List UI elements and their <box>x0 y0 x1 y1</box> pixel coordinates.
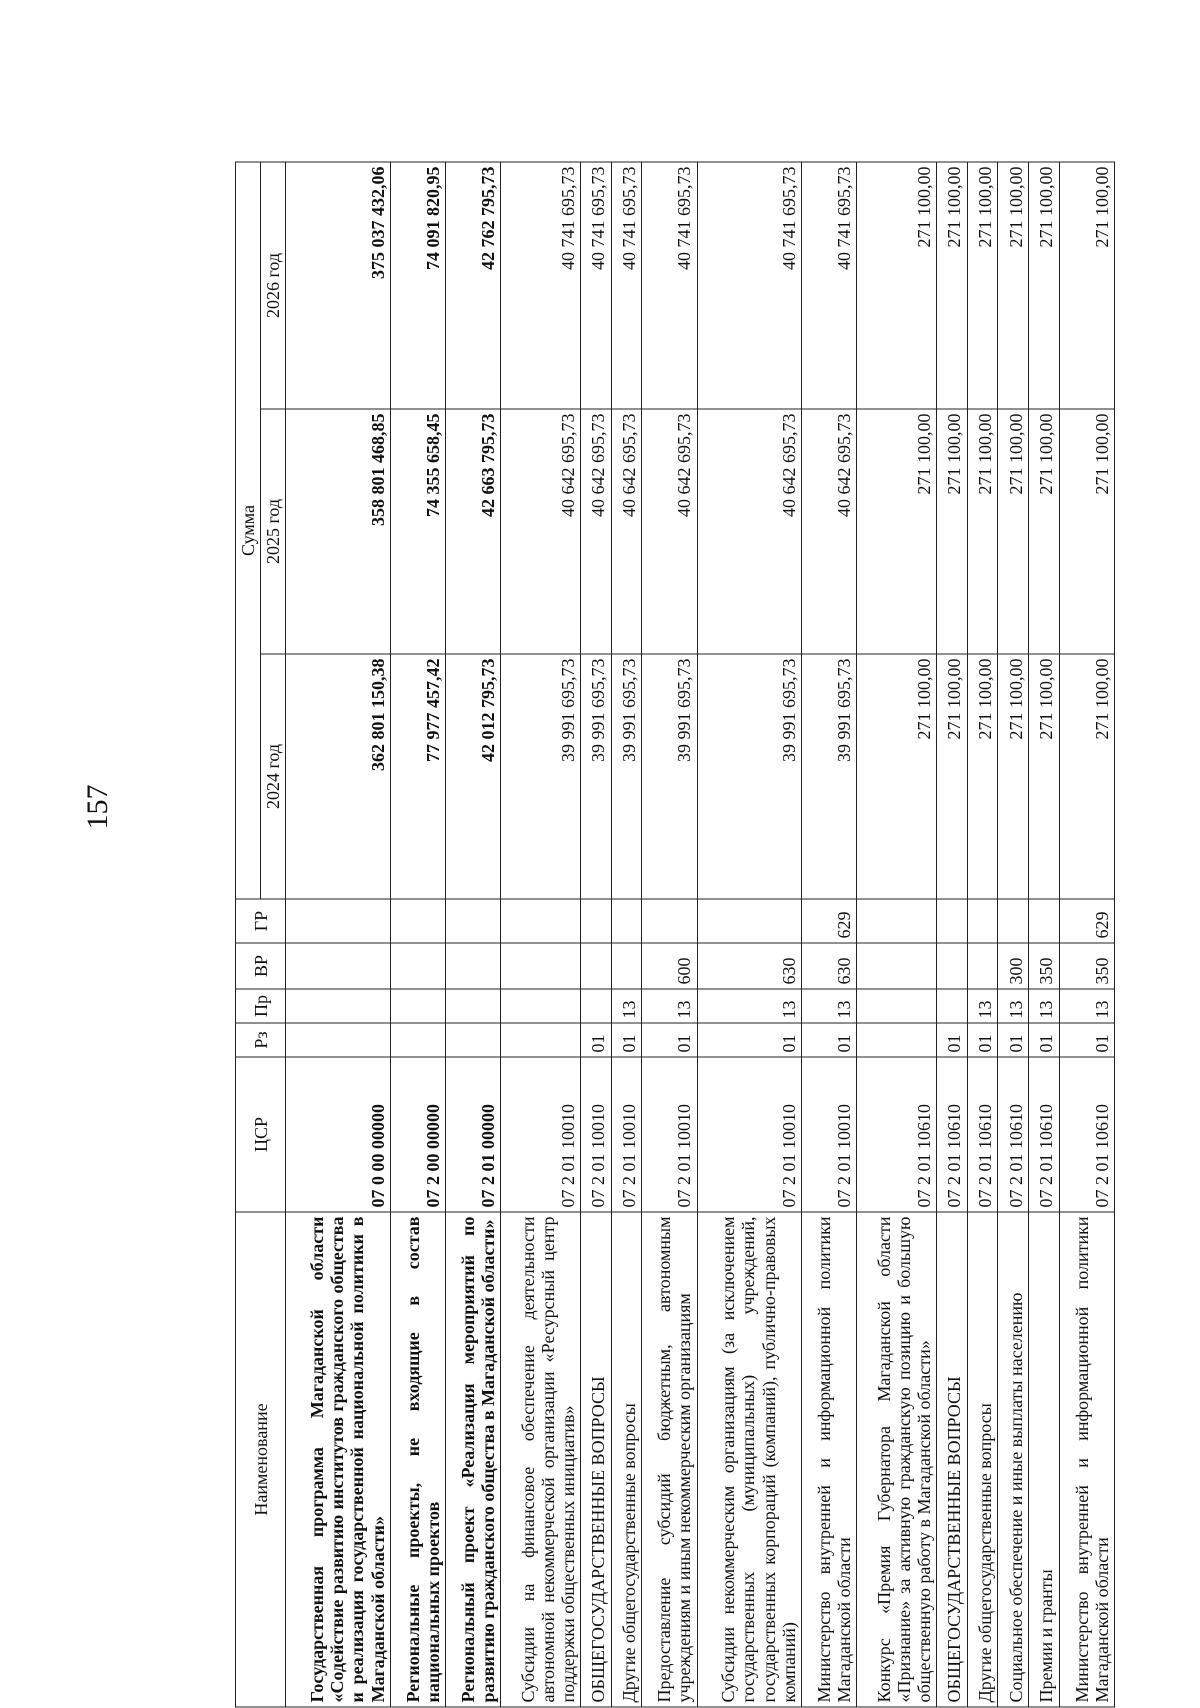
row-name: Субсидии некоммерческим организациям (за исключением государственных (муниципальных) учреждений, государственных корпораций (компаний), публично-правовых компаний) <box>697 1212 801 1707</box>
row-2026: 40 741 695,73 <box>801 162 856 409</box>
row-2026: 40 741 695,73 <box>580 162 611 409</box>
row-pr <box>936 989 967 1023</box>
row-vr <box>936 943 967 989</box>
row-pr: 13 <box>1059 989 1114 1023</box>
table-row <box>611 162 642 1707</box>
row-rz: 01 <box>1028 1023 1059 1057</box>
row-2025: 40 642 695,73 <box>580 409 611 654</box>
row-2025: 74 355 658,45 <box>390 409 445 654</box>
row-2026: 271 100,00 <box>1028 162 1059 409</box>
row-2025: 271 100,00 <box>857 409 937 654</box>
row-rz: 01 <box>642 1023 697 1057</box>
row-2025: 40 642 695,73 <box>697 409 801 654</box>
table-row <box>801 162 856 1707</box>
row-2025: 271 100,00 <box>1028 409 1059 654</box>
table-row <box>697 162 801 1707</box>
row-name: Другие общегосударственные вопросы <box>967 1212 998 1707</box>
row-vr <box>286 943 390 989</box>
row-2026: 74 091 820,95 <box>390 162 445 409</box>
row-rz <box>857 1023 937 1057</box>
row-2026: 271 100,00 <box>967 162 998 409</box>
row-2025: 40 642 695,73 <box>801 409 856 654</box>
row-2025: 358 801 468,85 <box>286 409 390 654</box>
row-2026: 40 741 695,73 <box>611 162 642 409</box>
row-pr: 13 <box>801 989 856 1023</box>
row-gr: 629 <box>1059 899 1114 943</box>
row-gr <box>501 899 581 943</box>
table-row <box>390 162 445 1707</box>
row-gr: 629 <box>801 899 856 943</box>
row-rz: 01 <box>998 1023 1029 1057</box>
row-gr <box>1028 899 1059 943</box>
row-gr <box>642 899 697 943</box>
row-csr: 07 2 01 10610 <box>967 1057 998 1212</box>
row-pr: 13 <box>998 989 1029 1023</box>
row-vr <box>501 943 581 989</box>
row-rz <box>286 1023 390 1057</box>
row-gr <box>697 899 801 943</box>
row-vr <box>580 943 611 989</box>
row-2025: 40 642 695,73 <box>611 409 642 654</box>
header-pr: Пр <box>236 989 286 1023</box>
table-row <box>1059 162 1114 1707</box>
page-number: 157 <box>81 784 114 830</box>
row-name: Предоставление субсидий бюджетным, автономным учреждениям и иным некоммерческим организациям <box>642 1212 697 1707</box>
row-name: Премии и гранты <box>1028 1212 1059 1707</box>
row-2025: 271 100,00 <box>998 409 1029 654</box>
row-rz <box>390 1023 445 1057</box>
row-name: Министерство внутренней и информационной политики Магаданской области <box>801 1212 856 1707</box>
row-name: Региональные проекты, не входящие в состав национальных проектов <box>390 1212 445 1707</box>
row-2025: 40 642 695,73 <box>642 409 697 654</box>
row-csr: 07 2 00 00000 <box>390 1057 445 1212</box>
row-rz: 01 <box>936 1023 967 1057</box>
table-body <box>286 162 1115 1707</box>
row-2024: 362 801 150,38 <box>286 654 390 899</box>
row-rz: 01 <box>611 1023 642 1057</box>
table-row <box>967 162 998 1707</box>
row-gr <box>936 899 967 943</box>
row-rz: 01 <box>967 1023 998 1057</box>
row-gr <box>857 899 937 943</box>
row-name: Конкурс «Премия Губернатора Магаданской области «Признание» за активную гражданскую позицию и большую общественную работу в Магаданской области» <box>857 1212 937 1707</box>
header-2024: 2024 год <box>261 654 286 899</box>
row-csr: 07 2 01 00000 <box>445 1057 500 1212</box>
row-2025: 271 100,00 <box>1059 409 1114 654</box>
row-rz <box>501 1023 581 1057</box>
row-2025: 42 663 795,73 <box>445 409 500 654</box>
row-vr: 630 <box>801 943 856 989</box>
row-pr: 13 <box>1028 989 1059 1023</box>
row-rz: 01 <box>1059 1023 1114 1057</box>
row-vr <box>857 943 937 989</box>
row-csr: 07 2 01 10010 <box>697 1057 801 1212</box>
row-csr: 07 2 01 10610 <box>936 1057 967 1212</box>
row-2026: 40 741 695,73 <box>642 162 697 409</box>
row-vr: 350 <box>1028 943 1059 989</box>
row-pr <box>390 989 445 1023</box>
row-2026: 271 100,00 <box>857 162 937 409</box>
row-pr <box>580 989 611 1023</box>
row-name: Министерство внутренней и информационной политики Магаданской области <box>1059 1212 1114 1707</box>
row-2024: 39 991 695,73 <box>697 654 801 899</box>
row-gr <box>390 899 445 943</box>
table-row <box>642 162 697 1707</box>
table-row <box>501 162 581 1707</box>
row-2026: 42 762 795,73 <box>445 162 500 409</box>
table-row <box>286 162 390 1707</box>
row-pr: 13 <box>642 989 697 1023</box>
header-sum: Сумма <box>236 162 261 899</box>
row-2024: 271 100,00 <box>967 654 998 899</box>
row-csr: 07 2 01 10610 <box>998 1057 1029 1212</box>
row-csr: 07 2 01 10610 <box>1028 1057 1059 1212</box>
row-csr: 07 0 00 00000 <box>286 1057 390 1212</box>
row-rz: 01 <box>801 1023 856 1057</box>
row-vr: 350 <box>1059 943 1114 989</box>
header-2026: 2026 год <box>261 162 286 409</box>
row-vr <box>445 943 500 989</box>
row-pr <box>501 989 581 1023</box>
header-vr: ВР <box>236 943 286 989</box>
row-vr: 300 <box>998 943 1029 989</box>
row-2026: 271 100,00 <box>1059 162 1114 409</box>
row-2024: 39 991 695,73 <box>611 654 642 899</box>
row-2024: 271 100,00 <box>857 654 937 899</box>
table-row <box>1028 162 1059 1707</box>
row-2024: 39 991 695,73 <box>501 654 581 899</box>
header-2025: 2025 год <box>261 409 286 654</box>
row-2024: 271 100,00 <box>998 654 1029 899</box>
table-row <box>998 162 1029 1707</box>
row-csr: 07 2 01 10010 <box>501 1057 581 1212</box>
row-gr <box>445 899 500 943</box>
table-row <box>580 162 611 1707</box>
header-rz: Рз <box>236 1023 286 1057</box>
table-row <box>857 162 937 1707</box>
table-row <box>445 162 500 1707</box>
row-vr <box>967 943 998 989</box>
row-2024: 271 100,00 <box>1028 654 1059 899</box>
row-name: ОБЩЕГОСУДАРСТВЕННЫЕ ВОПРОСЫ <box>580 1212 611 1707</box>
table-row <box>936 162 967 1707</box>
row-2024: 39 991 695,73 <box>580 654 611 899</box>
row-pr: 13 <box>611 989 642 1023</box>
row-2026: 375 037 432,06 <box>286 162 390 409</box>
row-pr <box>445 989 500 1023</box>
header-name: Наименование <box>236 1212 286 1707</box>
header-csr: ЦСР <box>236 1057 286 1212</box>
row-2024: 39 991 695,73 <box>801 654 856 899</box>
row-gr <box>580 899 611 943</box>
row-name: ОБЩЕГОСУДАРСТВЕННЫЕ ВОПРОСЫ <box>936 1212 967 1707</box>
row-pr <box>286 989 390 1023</box>
row-name: Социальное обеспечение и иные выплаты населению <box>998 1212 1029 1707</box>
row-2026: 40 741 695,73 <box>501 162 581 409</box>
row-csr: 07 2 01 10610 <box>1059 1057 1114 1212</box>
row-csr: 07 2 01 10010 <box>642 1057 697 1212</box>
row-csr: 07 2 01 10010 <box>801 1057 856 1212</box>
row-2026: 271 100,00 <box>936 162 967 409</box>
row-2024: 39 991 695,73 <box>642 654 697 899</box>
row-rz: 01 <box>580 1023 611 1057</box>
row-gr <box>611 899 642 943</box>
budget-table-rotated <box>235 163 1115 1708</box>
row-name: Региональный проект «Реализация мероприятий по развитию гражданского общества в Магаданской области» <box>445 1212 500 1707</box>
row-gr <box>967 899 998 943</box>
row-name: Другие общегосударственные вопросы <box>611 1212 642 1707</box>
row-name: Субсидии на финансовое обеспечение деятельности автономной некоммерческой организации «Ресурсный центр поддержки общественных инициатив» <box>501 1212 581 1707</box>
row-vr: 600 <box>642 943 697 989</box>
row-2026: 40 741 695,73 <box>697 162 801 409</box>
row-2024: 77 977 457,42 <box>390 654 445 899</box>
row-csr: 07 2 01 10010 <box>580 1057 611 1212</box>
row-2024: 271 100,00 <box>1059 654 1114 899</box>
row-2024: 271 100,00 <box>936 654 967 899</box>
row-csr: 07 2 01 10010 <box>611 1057 642 1212</box>
row-pr: 13 <box>967 989 998 1023</box>
row-2025: 40 642 695,73 <box>501 409 581 654</box>
header-gr: ГР <box>236 899 286 943</box>
row-rz: 01 <box>697 1023 801 1057</box>
row-csr: 07 2 01 10610 <box>857 1057 937 1212</box>
row-gr <box>998 899 1029 943</box>
budget-table <box>235 161 1115 1707</box>
row-2025: 271 100,00 <box>936 409 967 654</box>
row-2025: 271 100,00 <box>967 409 998 654</box>
row-vr: 630 <box>697 943 801 989</box>
row-vr <box>390 943 445 989</box>
row-pr <box>857 989 937 1023</box>
row-vr <box>611 943 642 989</box>
row-2026: 271 100,00 <box>998 162 1029 409</box>
row-gr <box>286 899 390 943</box>
row-name: Государственная программа Магаданской области «Содействие развитию институтов гражданского общества и реализация государственной национальной политики в Магаданской области» <box>286 1212 390 1707</box>
row-rz <box>445 1023 500 1057</box>
row-pr: 13 <box>697 989 801 1023</box>
row-2024: 42 012 795,73 <box>445 654 500 899</box>
